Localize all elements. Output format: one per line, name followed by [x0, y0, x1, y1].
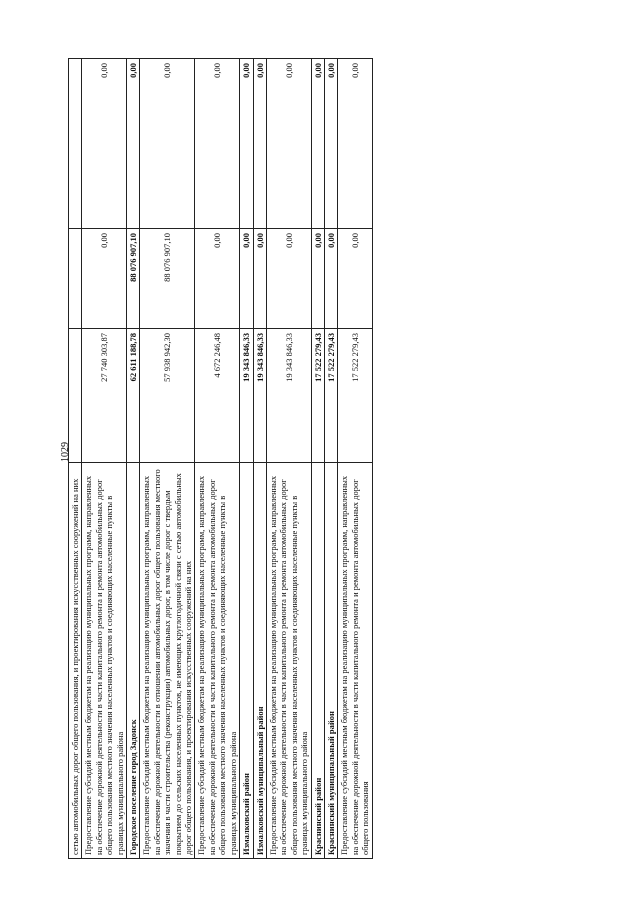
table-row [253, 59, 266, 859]
rotated-table-container [68, 59, 568, 859]
row-name-cell: Предоставление субсидий местным бюджетам на реализацию муниципальных программ, направленных на обеспечение дорожной деятельности в части капитального ремонта и ремонта автомобильных дорог общего пользования местного значения населенных пунктов и соединяющих населенные пункты в границах муниципального района [266, 463, 311, 859]
table-row [266, 59, 311, 859]
table-row [311, 59, 324, 859]
table-row [195, 59, 240, 859]
row-name-cell: Краснинский муниципальный район [324, 463, 337, 859]
row-value-2-cell: 0,00 [311, 229, 324, 329]
row-value-1-cell: 27 740 303,87 [82, 329, 127, 463]
row-value-2-cell: 0,00 [324, 229, 337, 329]
row-value-3-cell: 0,00 [240, 59, 253, 229]
row-value-2-cell: 0,00 [240, 229, 253, 329]
row-name-cell: Предоставление субсидий местным бюджетам на реализацию муниципальных программ, направленных на обеспечение дорожной деятельности в части капитального ремонта и ремонта автомобильных дорог общего пользования местного значения населенных пунктов и соединяющих населенные пункты в границах муниципального района [82, 463, 127, 859]
row-value-1-cell: 19 343 846,33 [240, 329, 253, 463]
row-name-cell: Предоставление субсидий местным бюджетам на реализацию муниципальных программ, направленных на обеспечение дорожной деятельности в части капитального ремонта и ремонта автомобильных дорог общего пользования местного значения населенных пунктов и соединяющих населенные пункты в границах муниципального района [195, 463, 240, 859]
table-row [140, 59, 195, 859]
row-name-cell: Предоставление субсидий местным бюджетам на реализацию муниципальных программ, направленных на обеспечение дорожной деятельности в отношении автомобильных дорог общего пользования местного значения в части строительства (реконструкции) автомобильных дорог, в том числе дорог с твердым покрытием до сельских населенных пунктов, не имеющих круглогодичной связи с сетью автомобильных дорог общего пользования, и проектирования искусственных сооружений на них [140, 463, 195, 859]
row-value-2-cell: 0,00 [82, 229, 127, 329]
row-value-1-cell: 17 522 279,43 [311, 329, 324, 463]
row-value-2-cell: 0,00 [266, 229, 311, 329]
row-value-2-cell: 0,00 [253, 229, 266, 329]
row-value-1-cell: 17 522 279,43 [338, 329, 372, 463]
table-row [69, 59, 82, 859]
row-value-1-cell: 17 522 279,43 [324, 329, 337, 463]
row-value-1-cell: 4 672 246,48 [195, 329, 240, 463]
table-body [69, 59, 373, 859]
page-number: 1029 [60, 442, 71, 462]
row-value-1-cell: 57 938 942,30 [140, 329, 195, 463]
row-value-3-cell: 0,00 [266, 59, 311, 229]
row-value-3-cell: 0,00 [253, 59, 266, 229]
row-value-3-cell: 0,00 [338, 59, 372, 229]
table-row [324, 59, 337, 859]
subsidy-table [68, 58, 373, 859]
row-name-cell: Городское поселение город Задонск [127, 463, 140, 859]
row-value-2-cell [69, 229, 82, 329]
row-value-2-cell: 88 076 907,10 [127, 229, 140, 329]
row-value-1-cell: 62 611 188,78 [127, 329, 140, 463]
table-row [338, 59, 372, 859]
row-name-cell: Краснинский район [311, 463, 324, 859]
row-value-3-cell: 0,00 [140, 59, 195, 229]
row-name-cell: сетью автомобильных дорог общего пользования, и проектирования искусственных сооружений на них [69, 463, 82, 859]
row-value-1-cell: 19 343 846,33 [266, 329, 311, 463]
row-name-cell: Измалковский муниципальный район [253, 463, 266, 859]
row-value-3-cell: 0,00 [127, 59, 140, 229]
row-value-3-cell: 0,00 [82, 59, 127, 229]
table-row [127, 59, 140, 859]
row-value-2-cell: 0,00 [195, 229, 240, 329]
row-value-2-cell: 88 076 907,10 [140, 229, 195, 329]
row-name-cell: Измалковский район [240, 463, 253, 859]
row-value-1-cell: 19 343 846,33 [253, 329, 266, 463]
row-value-3-cell: 0,00 [195, 59, 240, 229]
table-row [82, 59, 127, 859]
table-row [240, 59, 253, 859]
row-value-3-cell [69, 59, 82, 229]
row-name-cell: Предоставление субсидий местным бюджетам на реализацию муниципальных программ, направленных на обеспечение дорожной деятельности в части капитального ремонта и ремонта автомобильных дорог общего пользования [338, 463, 372, 859]
row-value-3-cell: 0,00 [311, 59, 324, 229]
row-value-3-cell: 0,00 [324, 59, 337, 229]
row-value-1-cell [69, 329, 82, 463]
row-value-2-cell: 0,00 [338, 229, 372, 329]
